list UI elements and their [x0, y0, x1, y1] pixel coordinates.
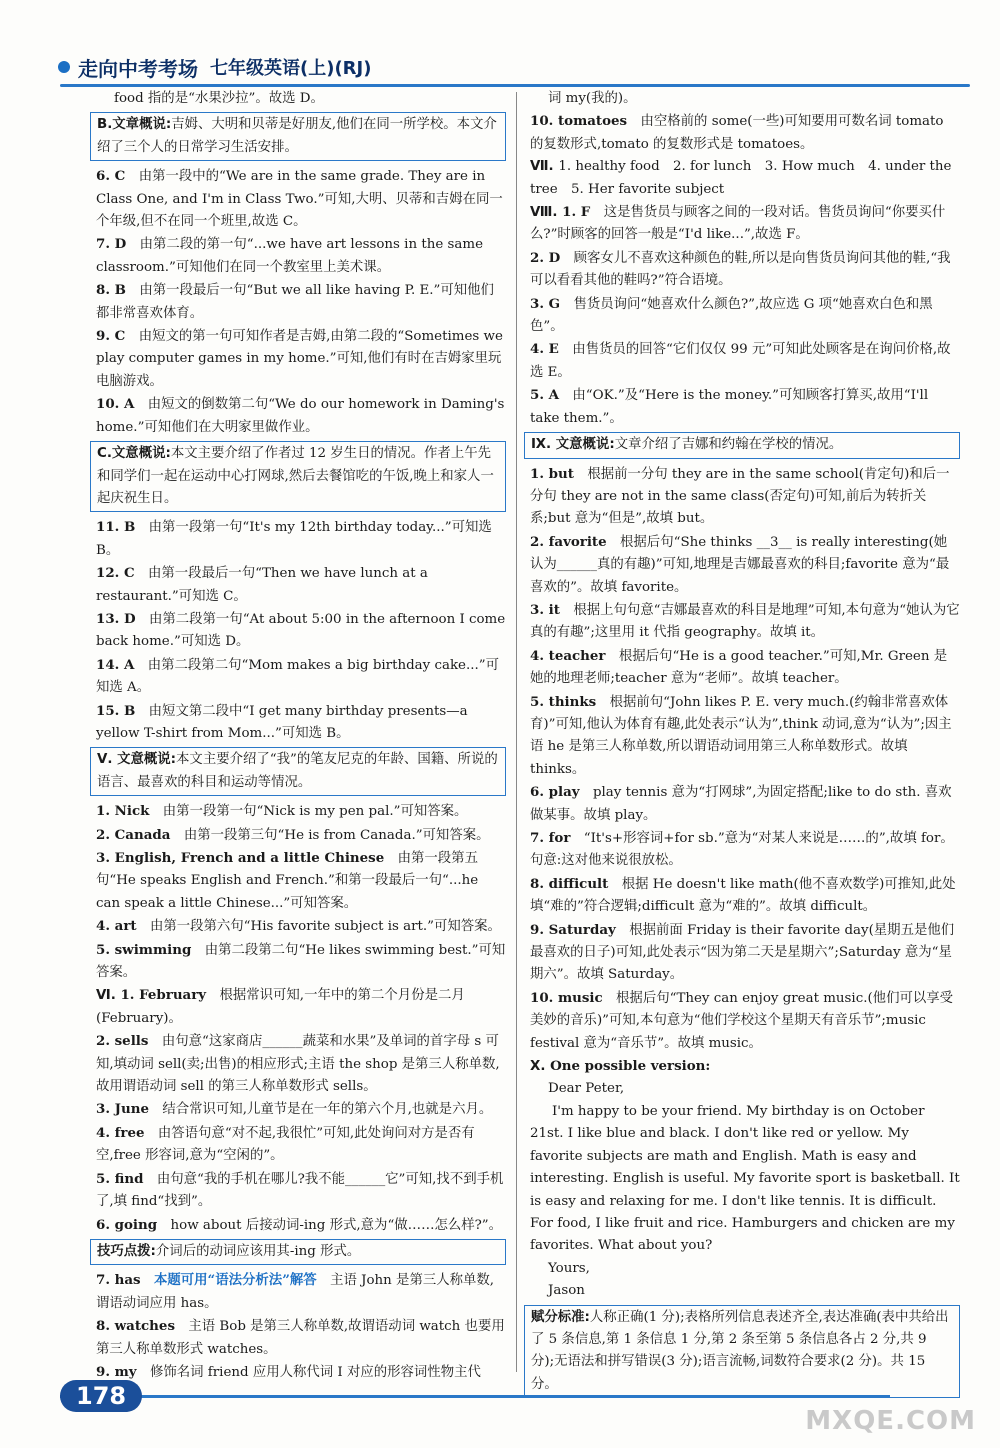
answer-text: 根据前面 Friday is their favorite day(星期五是他们最喜欢的日子)可知,此处表示“因为第二天是星期六”;Saturday 意为“星期六”。故填 Saturday。	[530, 922, 955, 983]
section-number: Ⅷ.	[530, 205, 563, 221]
answer-item	[530, 1258, 960, 1280]
answer-key: 11. B	[96, 519, 149, 536]
left-column	[96, 88, 506, 1384]
answer-item	[96, 939, 506, 985]
answer-item	[530, 599, 960, 645]
answer-item	[96, 1315, 506, 1361]
answer-text: how about 后接动词-ing 形式,意为“做……怎么样?”。	[170, 1217, 503, 1233]
answer-key: 14. A	[96, 656, 148, 673]
answer-text: 这是售货员与顾客之间的一段对话。售货员询问“你要买什么?”时顾客的回答一般是“I'd like...”,故选 F。	[530, 205, 946, 243]
answer-item	[96, 279, 506, 325]
answer-key: 10. tomatoes	[530, 113, 641, 130]
answer-key: 4. teacher	[530, 647, 619, 664]
answer-key: 2. sells	[96, 1033, 162, 1050]
answer-text: 由第一段第六句“His favorite subject is art.”可知答案。	[149, 919, 501, 935]
answer-item	[530, 88, 960, 110]
answer-key: 3. G	[530, 295, 574, 312]
answer-item	[96, 516, 506, 562]
answer-text: 1. healthy food 2. for lunch 3. How much 4. under the tree 5. Her favorite subject	[530, 159, 952, 197]
answer-item	[530, 987, 960, 1055]
box-text: 文章介绍了吉娜和约翰在学校的情况。	[614, 437, 843, 453]
answer-text: 由第一段最后一句“Then we have lunch at a restaurant.”可知选 C。	[96, 566, 428, 604]
answer-key: 9. Saturday	[530, 921, 630, 938]
answer-text: 由第一段第三句“He is from Canada.”可知答案。	[183, 827, 490, 843]
answer-key: 6. going	[96, 1216, 171, 1233]
answer-key: 5. find	[96, 1170, 157, 1187]
answer-item	[530, 1078, 960, 1100]
answer-key: 6. play	[530, 784, 593, 801]
answer-item	[530, 293, 960, 339]
answer-text: 结合常识可知,儿童节是在一年的第六个月,也就是六月。	[162, 1102, 493, 1118]
answer-key: 13. D	[96, 610, 149, 627]
box-label: B.文章概说:	[97, 117, 172, 133]
summary-box	[90, 112, 506, 161]
answer-text: 由第一段第一句“Nick is my pen pal.”可知答案。	[162, 804, 468, 820]
answer-item	[530, 247, 960, 293]
answer-item	[96, 1122, 506, 1168]
answer-text: 由句意“我的手机在哪儿?我不能______它”可知,找不到手机了,填 find“找到”。	[96, 1171, 504, 1210]
answer-item	[530, 919, 960, 987]
answer-text: 由第一段第五句“He speaks English and French.”和第一段最后一句“...he can speak a little Chinese...”可知答案。	[96, 851, 479, 911]
answer-key: 15. B	[96, 702, 149, 719]
box-text: 吉姆、大明和贝蒂是好朋友,他们在同一所学校。本文介绍了三个人的日常学习生活安排。	[97, 117, 497, 155]
answer-key: One possible version:	[550, 1058, 724, 1075]
answer-key: 3. it	[530, 601, 574, 618]
answer-text: 根据后句“They can enjoy great music.(他们可以享受美妙的音乐)”可知,本句意为“他们学校这个星期天有音乐节”;music festival 意为“音乐节”。故填 music。	[530, 990, 954, 1051]
answer-item	[530, 531, 960, 599]
answer-key: 9. C	[96, 328, 139, 345]
section-number: Ⅸ.	[531, 437, 556, 453]
answer-text: 由答语句意“对不起,我很忙”可知,此处询问对方是否有空,free 形容词,意为“空闲的”。	[96, 1125, 475, 1164]
column-divider	[516, 92, 517, 1372]
answer-text: 主语 Bob 是第三人称单数,故谓语动词 watch 也要用第三人称单数形式 watches。	[96, 1319, 505, 1357]
answer-key: 8. difficult	[530, 875, 622, 892]
answer-key: 10. music	[530, 989, 617, 1006]
essay-text: I'm happy to be your friend. My birthday is on October 21st. I like blue and black. I don't like red or yellow. My favorite subjects are math and English. Math is easy and interesting. English is useful. My favorite sport is basketball. It is easy and relaxing for me. I don't like tennis. It is difficult. For food, I like fruit and rice. Hamburgers and chicken are my favorites. What about you?	[530, 1103, 960, 1254]
right-column	[530, 88, 960, 1402]
answer-text: 根据后句“He is a good teacher.”可知,Mr. Green 是她的地理老师;teacher 意为“老师”。故填 teacher。	[530, 648, 948, 687]
answer-item	[96, 608, 506, 654]
answer-key: 9. my	[96, 1363, 150, 1380]
answer-key: 1. February	[120, 987, 220, 1004]
answer-item	[96, 654, 506, 700]
book-subtitle: 七年级英语(上)(RJ)	[210, 58, 372, 79]
answer-item	[96, 1269, 506, 1315]
answer-key: 5. swimming	[96, 941, 205, 958]
answer-item	[96, 1030, 506, 1098]
answer-key: 3. English, French and a little Chinese	[96, 850, 398, 866]
summary-box	[90, 1239, 506, 1265]
page-header	[58, 52, 371, 82]
box-text: 介词后的动词应该用其-ing 形式。	[155, 1243, 361, 1259]
page-number: 178	[60, 1380, 142, 1412]
answer-item	[96, 915, 506, 938]
answer-text: 由第二段的第一句“...we have art lessons in the same classroom.”可知他们在同一个教室里上美术课。	[96, 237, 484, 275]
answer-text: 根据前一分句 they are in the same school(肯定句)和后一分句 they are not in the same class(否定句)可知,前后为转折关系;but 意为“但是”,故填 but。	[530, 466, 950, 527]
answer-key: 7. has	[96, 1272, 154, 1289]
summary-box	[90, 747, 506, 796]
answer-key: 2. Canada	[96, 826, 184, 843]
summary-box	[90, 441, 506, 512]
answer-key: 5. thinks	[530, 693, 610, 710]
answer-item	[96, 1168, 506, 1214]
answer-item	[96, 325, 506, 393]
answer-text: 由第一段中的“We are in the same grade. They are in Class One, and I'm in Class Two.”可知,大明、贝蒂和吉姆在同一个年级,但不在同一个班里,故选 C。	[96, 169, 503, 230]
watermark: MXQE.COM	[805, 1406, 976, 1436]
answer-item	[530, 1280, 960, 1302]
answer-item	[96, 562, 506, 608]
box-text: 本文主要介绍了“我”的笔友尼克的年龄、国籍、所说的语言、最喜欢的科目和运动等情况。	[97, 752, 498, 790]
answer-text: food 指的是“水果沙拉”。故选 D。	[114, 91, 324, 106]
section-number: Ⅹ.	[530, 1059, 551, 1075]
answer-key: 4. art	[96, 918, 150, 935]
answer-key: 7. for	[530, 830, 584, 846]
answer-text: 由短文的第一句可知作者是吉姆,由第二段的“Sometimes we play computer games in my home.”可知,他们有时在吉姆家里玩电脑游戏。	[96, 329, 503, 389]
answer-key: 8. B	[96, 282, 140, 299]
answer-key: 2. D	[530, 249, 574, 266]
answer-text: 由短文的倒数第二句“We do our homework in Daming's home.”可知他们在大明家里做作业。	[96, 397, 505, 435]
section-number: Ⅵ.	[96, 988, 121, 1004]
answer-text: 顾客女儿不喜欢这种颜色的鞋,所以是向售货员询问其他的鞋,“我可以看看其他的鞋吗?”符合语境。	[530, 250, 951, 289]
answer-text: 主语 John 是第三人称单数,谓语动词应用 has。	[96, 1273, 495, 1311]
answer-key: 3. June	[96, 1101, 163, 1118]
answer-text: 由空格前的 some(一些)可知要用可数名词 tomato 的复数形式,tomato 的复数形式是 tomatoes。	[530, 114, 944, 152]
answer-text: 由第一段第一句“It's my 12th birthday today...”可知选 B。	[96, 520, 492, 558]
answer-item	[96, 800, 506, 823]
answer-text: 根据常识可知,一年中的第二个月份是二月(February)。	[96, 988, 465, 1026]
answer-key: 6. C	[96, 168, 139, 185]
tip-label: 本题可用“语法分析法”解答	[153, 1272, 331, 1289]
answer-text: Jason	[548, 1283, 585, 1299]
answer-key: 12. C	[96, 565, 149, 582]
answer-item	[96, 88, 506, 110]
section-number: Ⅶ.	[530, 159, 559, 175]
answer-item	[530, 384, 960, 430]
answer-text: 词 my(我的)。	[548, 91, 637, 106]
box-label: 文意概说:	[555, 437, 615, 453]
header-rule	[60, 84, 970, 87]
answer-item	[96, 824, 506, 847]
answer-item	[96, 233, 506, 279]
answer-text: 根据 He doesn't like math(他不喜欢数学)可推知,此处填“难的”符合逻辑;difficult 意为“难的”。故填 difficult。	[530, 876, 956, 915]
answer-text: Yours,	[548, 1260, 590, 1276]
box-label: 赋分标准:	[531, 1309, 590, 1325]
answer-key: 10. A	[96, 396, 148, 413]
answer-text: 由句意“这家商店______蔬菜和水果”及单词的首字母 s 可知,填动词 sell(卖;出售)的相应形式;主语 the shop 是第三人称单数,故用谓语动词 sell 的第三人称单数形式 sells。	[96, 1034, 500, 1095]
answer-text: 由第二段第一句“At about 5:00 in the afternoon I come back home.”可知选 D。	[96, 611, 506, 650]
answer-key: 8. watches	[96, 1318, 189, 1335]
answer-item	[530, 691, 960, 782]
answer-item	[530, 1055, 960, 1078]
answer-key: 1. but	[530, 465, 588, 482]
box-text: 本文主要介绍了作者过 12 岁生日的情况。作者上午先和同学们一起在运动中心打网球,然后去餐馆吃的午饭,晚上和家人一起庆祝生日。	[97, 446, 494, 506]
box-label: C.文意概说:	[97, 446, 171, 462]
answer-item	[96, 700, 506, 746]
answer-text: 由第二段第二句“He likes swimming best.”可知答案。	[96, 942, 506, 981]
answer-key: 1. F	[562, 204, 604, 221]
answer-text: 售货员询问“她喜欢什么颜色?”,故应选 G 项“她喜欢白色和黑色”。	[530, 296, 933, 335]
answer-text: 根据后句“She thinks __3__ is really interesting(她认为______真的有趣)”可知,地理是吉娜最喜欢的科目;favorite 意为“最喜欢的”。故填 favorite。	[530, 534, 950, 595]
answer-item	[96, 984, 506, 1030]
answer-item	[530, 873, 960, 919]
footer-rule	[60, 1395, 890, 1398]
answer-text: 由售货员的回答“它们仅仅 99 元”可知此处顾客是在询问价格,故选 E。	[530, 342, 951, 380]
answer-text: play tennis 意为“打网球”,为固定搭配;like to do sth. 喜欢做某事。故填 play。	[530, 785, 952, 823]
answer-item	[530, 781, 960, 827]
summary-box	[524, 432, 960, 458]
book-title: 走向中考考场	[78, 56, 198, 81]
answer-item	[96, 393, 506, 439]
bullet-icon	[58, 61, 70, 73]
answer-item	[530, 827, 960, 873]
answer-text: 由“OK.”及“Here is the money.”可知顾客打算买,故用“I'll take them.”。	[530, 388, 929, 426]
answer-text: Dear Peter,	[548, 1081, 625, 1097]
answer-text: 修饰名词 friend 应用人称代词 I 对应的形容词性物主代	[149, 1364, 481, 1380]
answer-item	[530, 201, 960, 247]
answer-item	[530, 156, 960, 201]
answer-key: 2. favorite	[530, 533, 621, 550]
answer-key: 7. D	[96, 236, 140, 253]
answer-text: “It's+形容词+for sb.”意为“对某人来说是……的”,故填 for。句意:这对他来说很放松。	[530, 831, 954, 869]
answer-item	[530, 338, 960, 384]
box-label: 技巧点拨:	[97, 1243, 156, 1259]
answer-text: 由第二段第二句“Mom makes a big birthday cake...”可知选 A。	[96, 657, 499, 696]
answer-item	[96, 165, 506, 233]
answer-text: 由短文第二段中“I get many birthday presents—a yellow T-shirt from Mom...”可知选 B。	[96, 703, 468, 741]
answer-item	[96, 1098, 506, 1121]
box-text: 人称正确(1 分);表格所列信息表述齐全,表达准确(表中共给出了 5 条信息,第 1 条信息 1 分,第 2 条至第 5 条信息各占 2 分,共 9 分);无语法和拼写错误(3 分);语言流畅,词数符合要求(2 分)。共 15 分。	[531, 1309, 949, 1392]
answer-item	[96, 1214, 506, 1237]
answer-item	[530, 110, 960, 156]
answer-item	[530, 463, 960, 531]
answer-key: 5. A	[530, 387, 573, 404]
section-number: Ⅴ.	[97, 752, 118, 768]
answer-text: 由第一段最后一句“But we all like having P. E.”可知他们都非常喜欢体育。	[96, 283, 494, 321]
box-label: 文意概说:	[117, 752, 177, 768]
answer-text: 根据前句“John likes P. E. very much.(约翰非常喜欢体育)”可知,他认为体育有趣,此处表示“认为”,think 动词,意为“认为”;因主语 he 是第三人称单数,所以谓语动词用第三人称单数形式。故填 thinks。	[530, 694, 952, 777]
answer-key: 4. E	[530, 341, 573, 358]
answer-item	[530, 645, 960, 691]
answer-key: 1. Nick	[96, 803, 163, 820]
page-footer	[0, 1378, 1000, 1448]
answer-key: 4. free	[96, 1124, 158, 1141]
answer-item	[96, 847, 506, 915]
answer-text: 根据上句句意“吉娜最喜欢的科目是地理”可知,本句意为“她认为它真的有趣”;这里用 it 代指 geography。故填 it。	[530, 602, 960, 641]
